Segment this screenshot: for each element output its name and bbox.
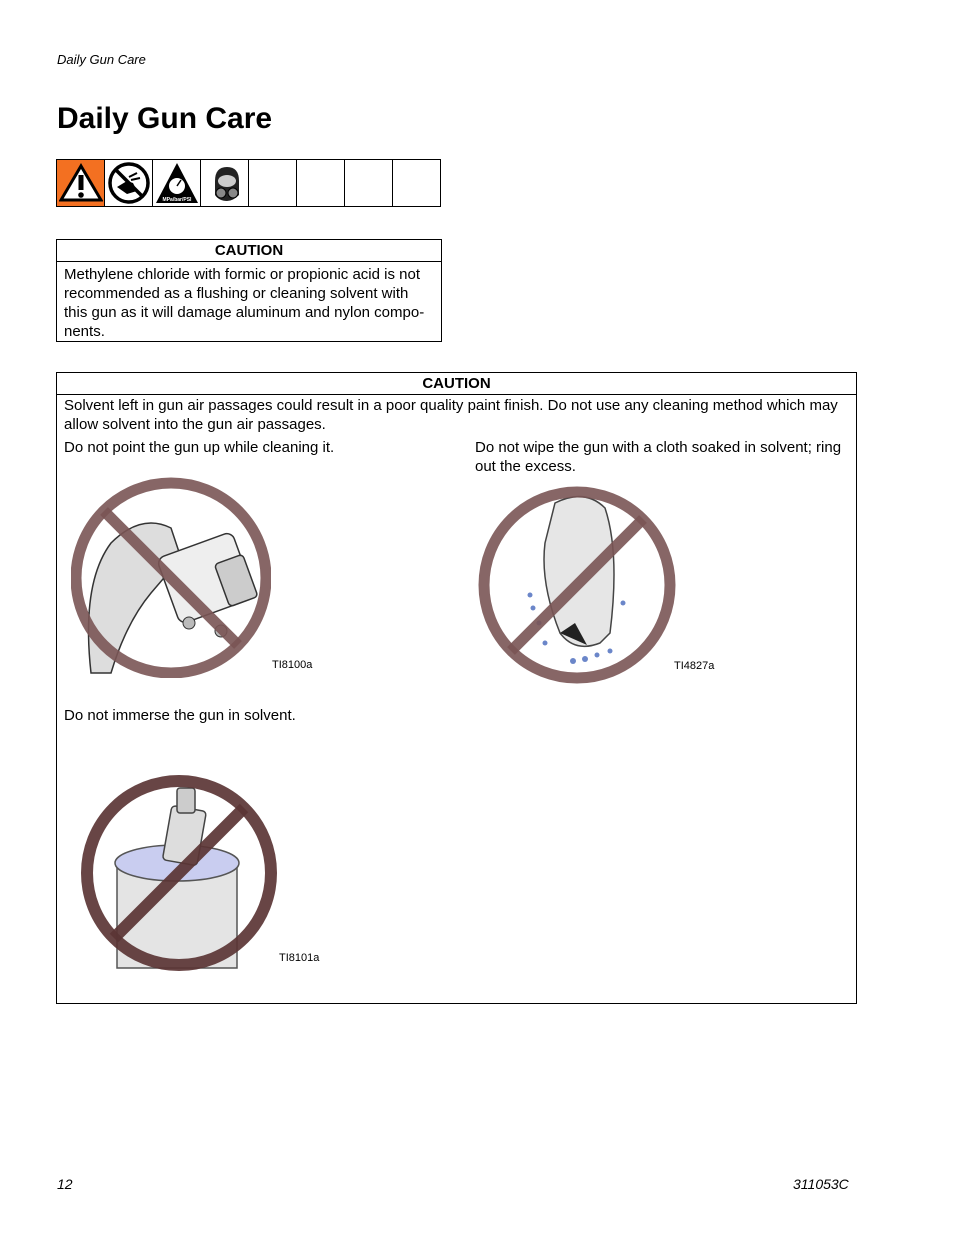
page-title: Daily Gun Care [57,102,273,135]
pressure-units-label: MPa/bar/PSI [162,197,191,203]
running-header: Daily Gun Care [57,52,146,67]
caution-box-cleaning [56,372,857,1004]
figure-code: TI8100a [272,659,313,671]
figure-code: TI4827a [674,660,715,672]
illustration-soaked-cloth [475,483,680,688]
respirator-mask-icon [201,160,249,206]
empty-icon-cell [345,160,393,206]
caution-heading: CAUTION [57,240,441,262]
figure-code: TI8101a [279,952,320,964]
empty-icon-cell [393,160,440,206]
caution-box-solvents [56,239,442,342]
page-number: 12 [57,1176,73,1192]
caution-text: Solvent left in gun air passages could result in a poor quality paint finish. Do not use any cleaning method which may allow solvent into the gun air passages. [64,397,838,433]
hazard-icon-strip [56,159,441,207]
illustration-gun-immersed [77,773,282,973]
empty-icon-cell [249,160,297,206]
instruction-no-soaked-cloth: Do not wipe the gun with a cloth soaked in solvent; ring out the excess. [475,439,842,475]
doc-number: 311053C [793,1176,849,1192]
no-hand-spray-icon [105,160,153,206]
caution-heading: CAUTION [57,373,856,395]
caution-text: Methylene chloride with formic or propionic acid is not recommended as a flushing or cleaning solvent with this gun as it will damage aluminum and nylon compo-nents. [64,266,425,340]
illustration-gun-pointed-up [71,473,271,678]
empty-icon-cell [297,160,345,206]
instruction-no-point-up: Do not point the gun up while cleaning it. [64,439,335,456]
instruction-no-immerse: Do not immerse the gun in solvent. [64,707,296,724]
pressure-gauge-icon [153,160,201,206]
warning-triangle-icon [57,160,105,206]
